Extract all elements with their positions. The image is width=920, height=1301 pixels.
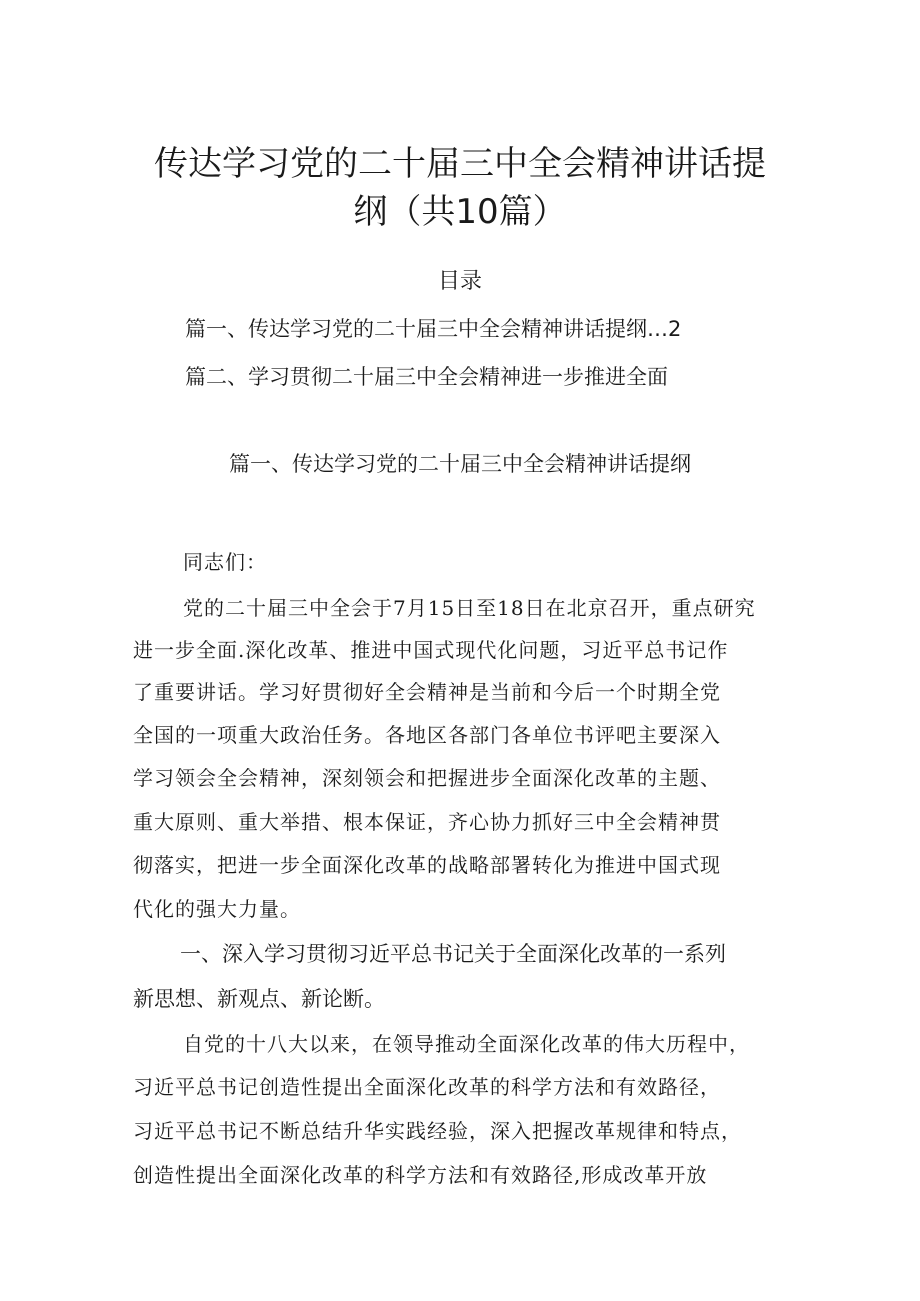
title-line-2: 纲（共10篇） xyxy=(353,192,567,232)
paragraph-line: 全国的一项重大政治任务。各地区各部门各单位书评吧主要深入 xyxy=(133,723,721,747)
paragraph-line: 创造性提出全面深化改革的科学方法和有效路径,形成改革开放 xyxy=(133,1163,708,1187)
paragraph-line: 重大原则、重大举措、根本保证，齐心协力抓好三中全会精神贯 xyxy=(133,810,721,834)
toc-item[interactable]: 篇二、学习贯彻二十届三中全会精神进一步推进全面 xyxy=(185,365,668,389)
section-title: 篇一、传达学习党的二十届三中全会精神讲话提纲 xyxy=(229,452,691,476)
toc-item[interactable]: 篇一、传达学习党的二十届三中全会精神讲话提纲…2 xyxy=(185,317,682,341)
title-line-1: 传达学习党的二十届三中全会精神讲话提 xyxy=(154,144,766,184)
paragraph-line: 学习领会全会精神，深刻领会和把握进步全面深化改革的主题、 xyxy=(133,766,721,790)
paragraph-line: 代化的强大力量。 xyxy=(133,897,301,921)
subsection-heading: 新思想、新观点、新论断。 xyxy=(133,987,385,1011)
paragraph-line: 彻落实，把进一步全面深化改革的战略部署转化为推进中国式现 xyxy=(133,853,721,877)
salutation: 同志们： xyxy=(183,550,267,574)
paragraph-line: 了重要讲话。学习好贯彻好全会精神是当前和今后一个时期全党 xyxy=(133,680,721,704)
paragraph-line: 自党的十八大以来，在领导推动全面深化改革的伟大历程中， xyxy=(183,1032,750,1056)
paragraph-line: 习近平总书记不断总结升华实践经验，深入把握改革规律和特点， xyxy=(133,1119,742,1143)
subsection-heading: 一、深入学习贯彻习近平总书记关于全面深化改革的一系列 xyxy=(180,942,726,966)
paragraph-line: 进一步全面.深化改革、推进中国式现代化问题，习近平总书记作 xyxy=(133,638,729,662)
toc-heading: 目录 xyxy=(437,269,482,294)
document-title xyxy=(120,140,800,236)
paragraph-line: 党的二十届三中全会于7月15日至18日在北京召开，重点研究 xyxy=(183,596,756,620)
paragraph-line: 习近平总书记创造性提出全面深化改革的科学方法和有效路径， xyxy=(133,1075,721,1099)
